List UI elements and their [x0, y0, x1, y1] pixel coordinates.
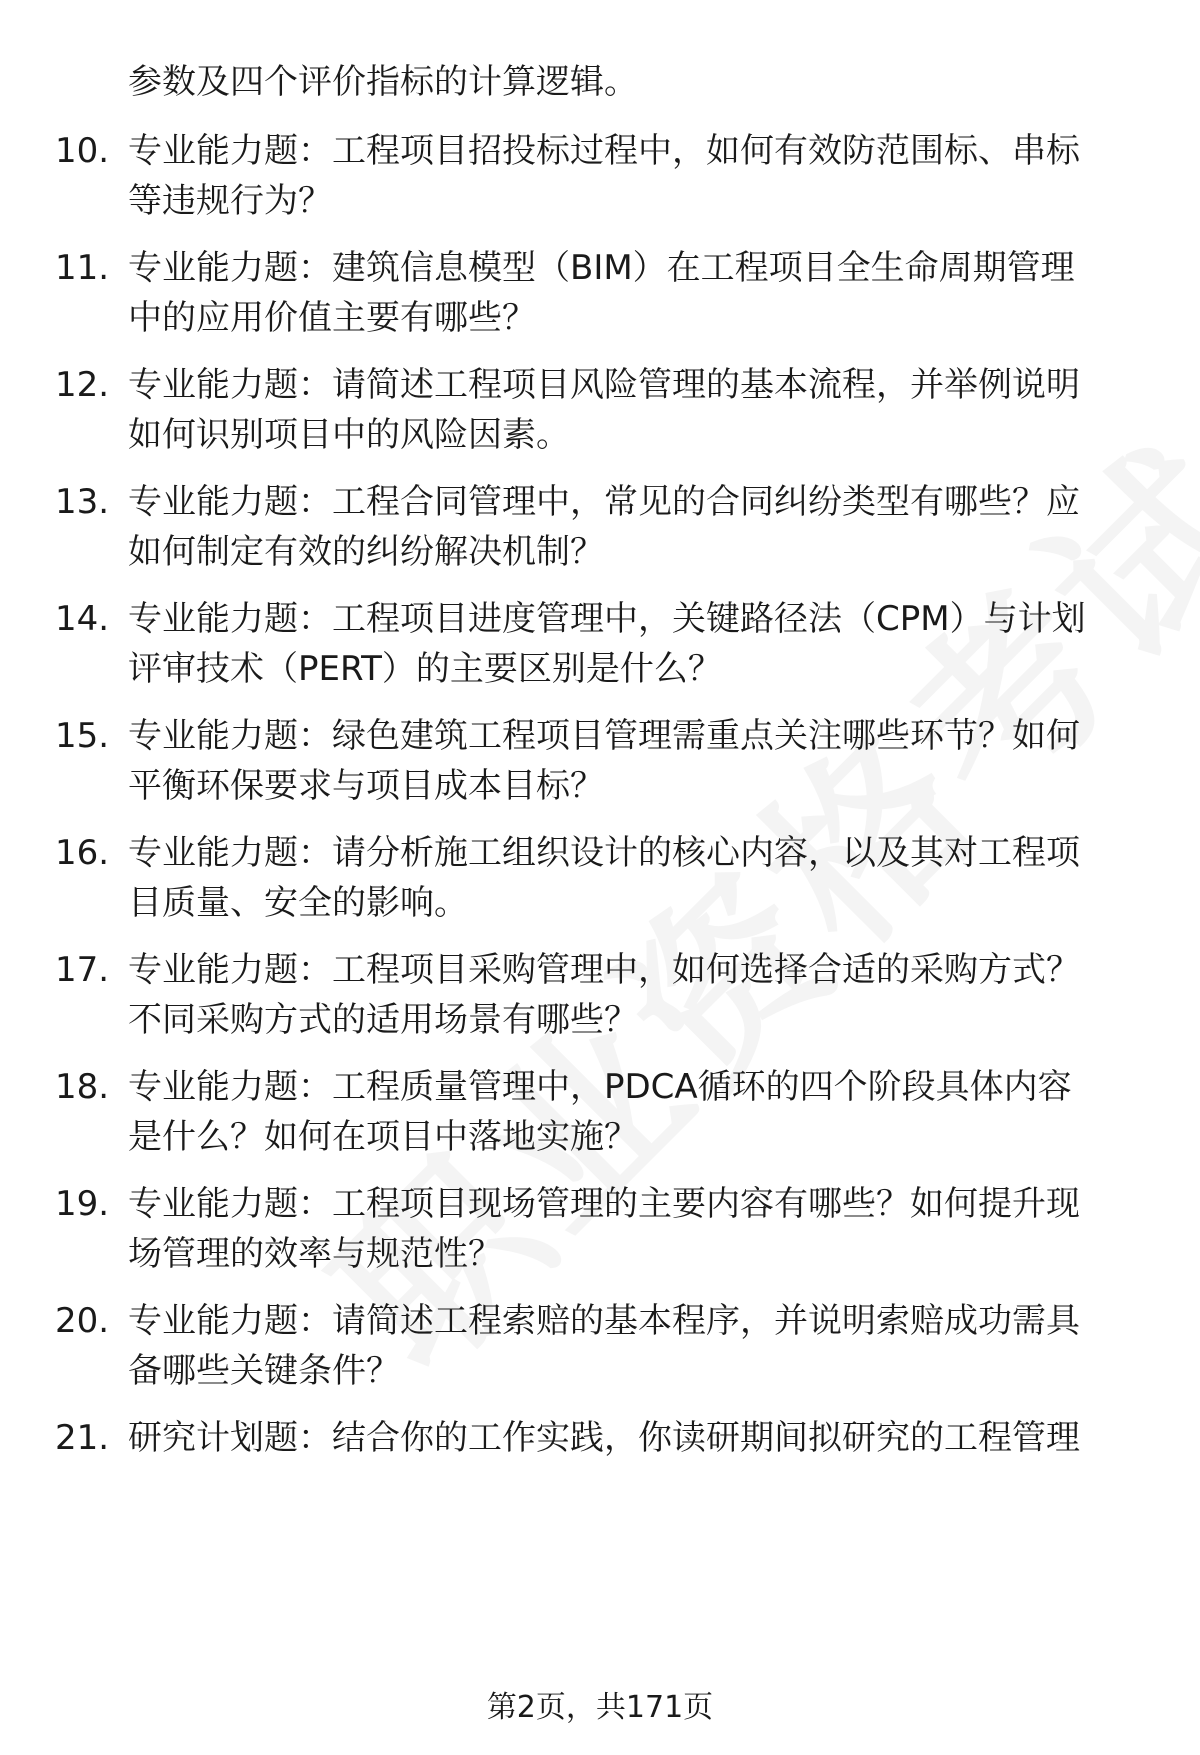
question-text-line: 备哪些关键条件？: [128, 1351, 400, 1391]
question-text-line: 不同采购方式的适用场景有哪些？: [128, 1000, 638, 1040]
question-text-line: 专业能力题：工程质量管理中，PDCA循环的四个阶段具体内容: [128, 1067, 1072, 1107]
question-number: 18.: [55, 1067, 110, 1107]
question-number: 19.: [55, 1184, 110, 1224]
question-number: 15.: [55, 716, 110, 756]
question-number: 13.: [55, 482, 110, 522]
question-text: [128, 828, 1148, 928]
question-text: [128, 1296, 1148, 1396]
question-number: 20.: [55, 1301, 110, 1341]
question-number: 16.: [55, 833, 110, 873]
question-text-line: 等违规行为？: [128, 181, 332, 221]
question-text-line: 平衡环保要求与项目成本目标？: [128, 766, 604, 806]
question-text: [128, 477, 1148, 577]
question-text-line: 专业能力题：工程项目招投标过程中，如何有效防范围标、串标: [128, 131, 1080, 171]
question-number: 14.: [55, 599, 110, 639]
question-text-line: 专业能力题：工程项目采购管理中，如何选择合适的采购方式？: [128, 950, 1080, 990]
question-text-line: 专业能力题：工程项目现场管理的主要内容有哪些？如何提升现: [128, 1184, 1080, 1224]
question-text-line: 专业能力题：请简述工程项目风险管理的基本流程，并举例说明: [128, 365, 1080, 405]
question-text: [128, 1179, 1148, 1279]
question-text-line: 是什么？如何在项目中落地实施？: [128, 1117, 638, 1157]
question-text: [128, 126, 1148, 226]
question-text-line: 专业能力题：工程项目进度管理中，关键路径法（CPM）与计划: [128, 599, 1086, 639]
question-text-line: 专业能力题：工程合同管理中，常见的合同纠纷类型有哪些？应: [128, 482, 1080, 522]
question-text-line: 如何制定有效的纠纷解决机制？: [128, 532, 604, 572]
question-text-line: 如何识别项目中的风险因素。: [128, 415, 570, 455]
question-text: [128, 360, 1148, 460]
question-text: [128, 945, 1148, 1045]
question-number: 11.: [55, 248, 110, 288]
question-text-line: 专业能力题：建筑信息模型（BIM）在工程项目全生命周期管理: [128, 248, 1075, 288]
question-number: 10.: [55, 131, 110, 171]
continuation-text: 参数及四个评价指标的计算逻辑。: [128, 62, 638, 102]
question-text-line: 评审技术（PERT）的主要区别是什么？: [128, 649, 722, 689]
question-text-line: 场管理的效率与规范性？: [128, 1234, 502, 1274]
question-text-line: 专业能力题：请简述工程索赔的基本程序，并说明索赔成功需具: [128, 1301, 1080, 1341]
question-text: [128, 594, 1148, 694]
question-number: 21.: [55, 1418, 110, 1458]
question-text: [128, 1062, 1148, 1162]
question-text: [128, 711, 1148, 811]
page-footer: 第2页，共171页: [486, 1690, 714, 1725]
question-number: 12.: [55, 365, 110, 405]
question-number: 17.: [55, 950, 110, 990]
question-text-line: 研究计划题：结合你的工作实践，你读研期间拟研究的工程管理: [128, 1418, 1080, 1458]
question-text-line: 专业能力题：绿色建筑工程项目管理需重点关注哪些环节？如何: [128, 716, 1080, 756]
question-text-line: 中的应用价值主要有哪些？: [128, 298, 536, 338]
question-text: [128, 1413, 1148, 1463]
question-text-line: 目质量、安全的影响。: [128, 883, 468, 923]
question-text: [128, 243, 1148, 343]
question-text-line: 专业能力题：请分析施工组织设计的核心内容，以及其对工程项: [128, 833, 1080, 873]
